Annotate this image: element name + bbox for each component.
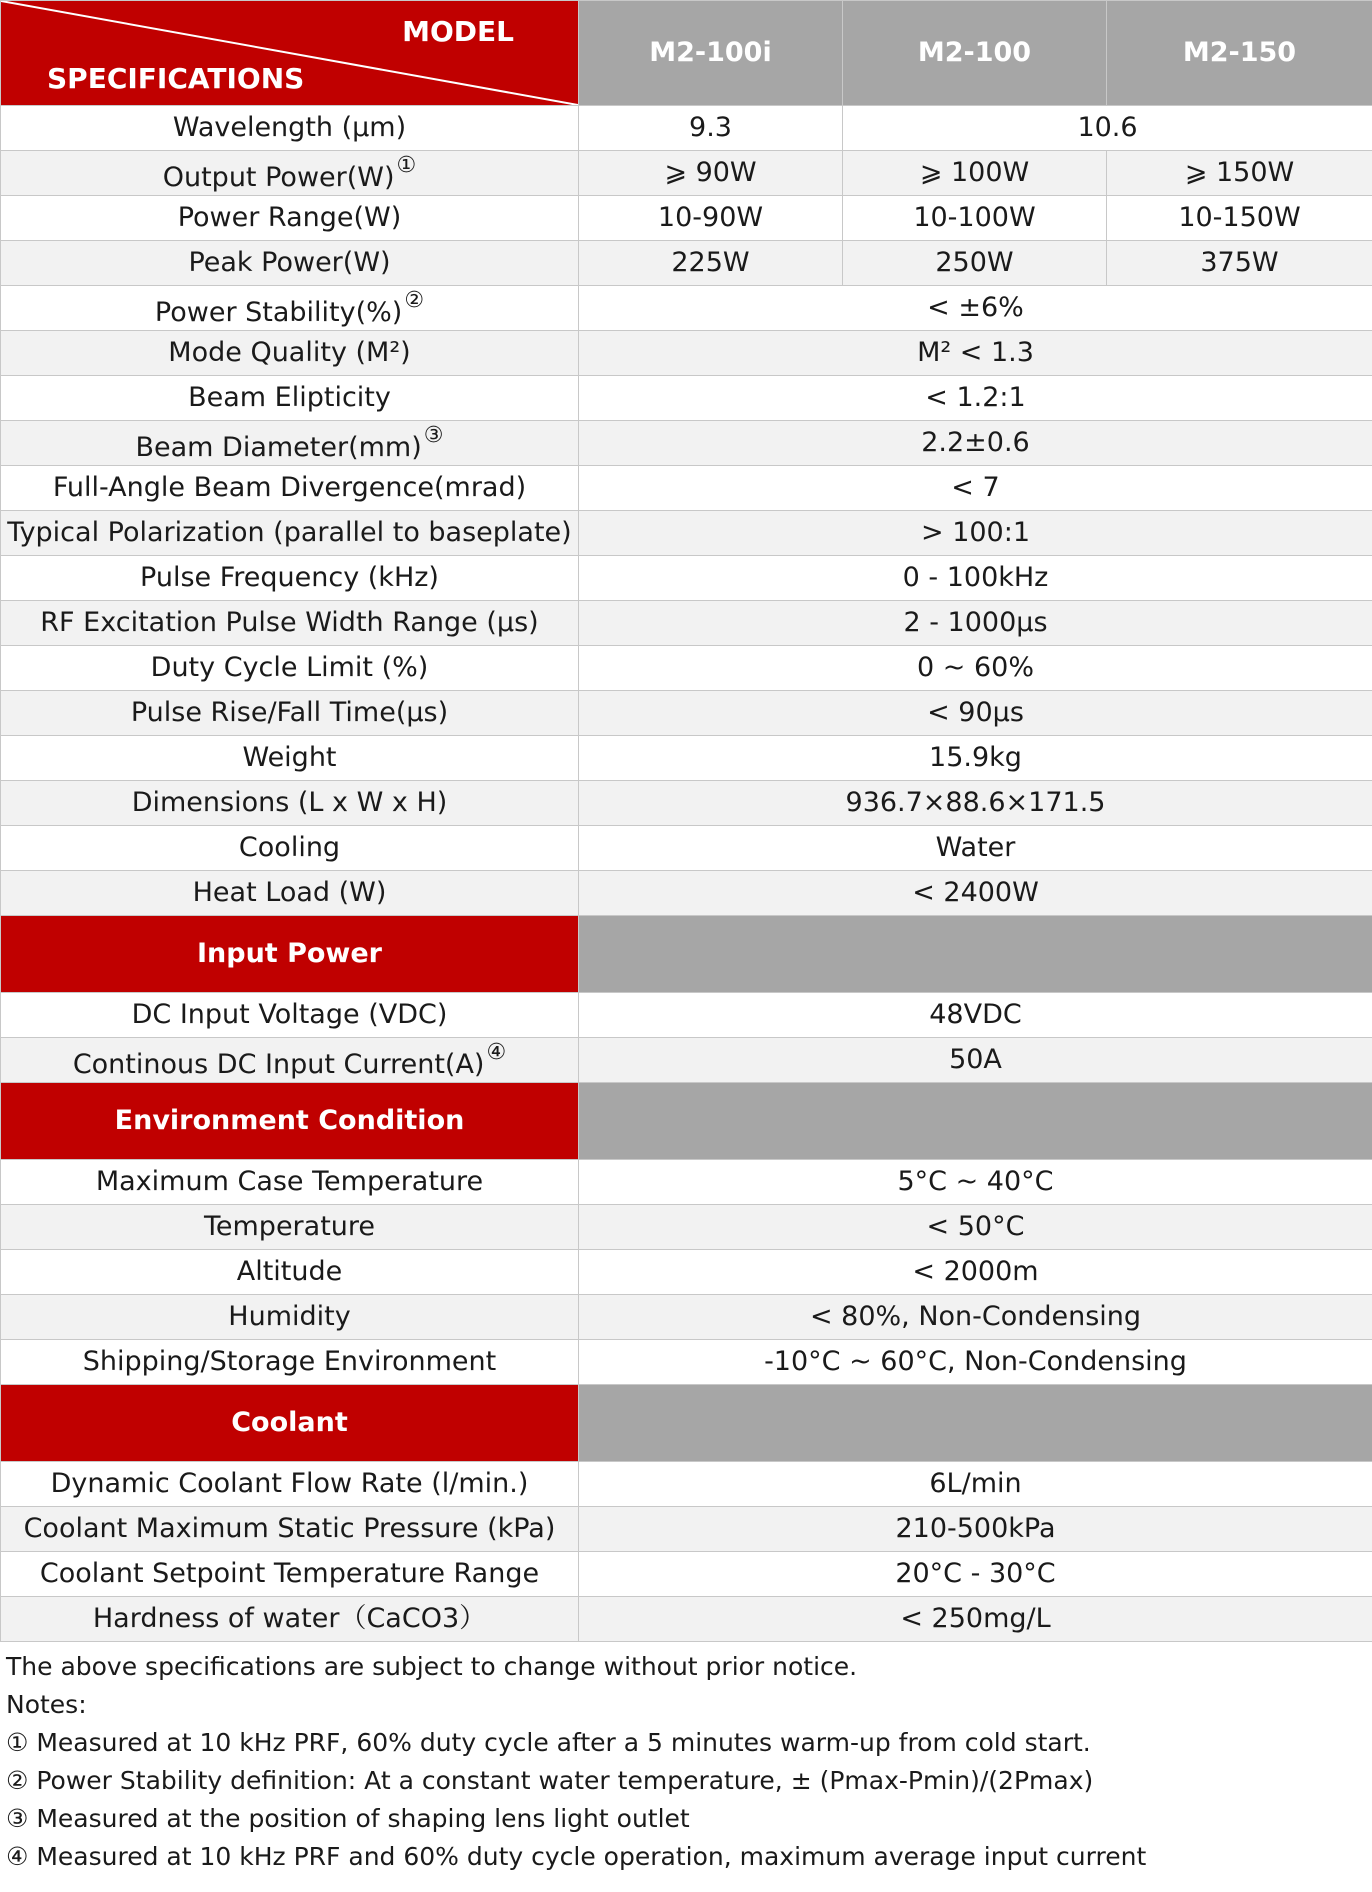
note-3: ③ Measured at the position of shaping lens light outlet: [6, 1804, 690, 1833]
row-beam-diameter: [1, 421, 1372, 466]
row-value: < ±6%: [579, 286, 1372, 331]
section-fill: [579, 1083, 1372, 1160]
note-4: ④ Measured at 10 kHz PRF and 60% duty cycle operation, maximum average input current: [6, 1842, 1147, 1871]
footnote-mark: ①: [396, 152, 417, 178]
row-label: Beam Elipticity: [1, 376, 579, 421]
row-value: < 80%, Non-Condensing: [579, 1295, 1372, 1340]
row-value-m2-100i: 10-90W: [579, 196, 843, 241]
row-coolant-flow-rate: [1, 1462, 1372, 1507]
specifications-label: SPECIFICATIONS: [47, 62, 305, 96]
row-value: < 250mg/L: [579, 1597, 1372, 1642]
row-label: Humidity: [1, 1295, 579, 1340]
row-value: > 100:1: [579, 511, 1372, 556]
notes-section: [0, 1642, 1372, 1876]
model-label: MODEL: [402, 15, 514, 48]
row-label: Dimensions (L x W x H): [1, 781, 579, 826]
row-label: Maximum Case Temperature: [1, 1160, 579, 1205]
row-pulse-frequency: [1, 556, 1372, 601]
row-label: Duty Cycle Limit (%): [1, 646, 579, 691]
model-header-m2-100i: M2-100i: [579, 1, 843, 106]
row-label: Cooling: [1, 826, 579, 871]
row-value: M² < 1.3: [579, 331, 1372, 376]
row-power-stability: [1, 286, 1372, 331]
row-label: Output Power(W): [162, 161, 395, 193]
row-value: 210-500kPa: [579, 1507, 1372, 1552]
row-label: Continous DC Input Current(A): [72, 1048, 485, 1080]
row-label-cell: [1, 421, 579, 466]
row-value: < 2400W: [579, 871, 1372, 916]
row-dc-input-voltage: [1, 993, 1372, 1038]
row-altitude: [1, 1250, 1372, 1295]
row-label: Hardness of water（CaCO3）: [1, 1597, 579, 1642]
row-value: 15.9kg: [579, 736, 1372, 781]
row-value: < 7: [579, 466, 1372, 511]
section-title: Input Power: [1, 916, 579, 993]
row-value: 50A: [579, 1038, 1372, 1083]
row-mode-quality: [1, 331, 1372, 376]
row-label: Pulse Rise/Fall Time(μs): [1, 691, 579, 736]
row-label: Mode Quality (M²): [1, 331, 579, 376]
row-value: 5°C ~ 40°C: [579, 1160, 1372, 1205]
row-peak-power: [1, 241, 1372, 286]
note-1: ① Measured at 10 kHz PRF, 60% duty cycle after a 5 minutes warm-up from cold start.: [6, 1728, 1091, 1757]
row-heat-load: [1, 871, 1372, 916]
row-value-m2-150: ⩾ 150W: [1107, 151, 1372, 196]
section-coolant: [1, 1385, 1372, 1462]
row-rise-fall-time: [1, 691, 1372, 736]
row-humidity: [1, 1295, 1372, 1340]
row-duty-cycle: [1, 646, 1372, 691]
row-label: Power Stability(%): [154, 296, 403, 328]
row-label: Coolant Maximum Static Pressure (kPa): [1, 1507, 579, 1552]
row-value: Water: [579, 826, 1372, 871]
row-power-range: [1, 196, 1372, 241]
row-value: 0 - 100kHz: [579, 556, 1372, 601]
row-label: Weight: [1, 736, 579, 781]
row-coolant-setpoint: [1, 1552, 1372, 1597]
row-temperature: [1, 1205, 1372, 1250]
row-rf-pulse-width: [1, 601, 1372, 646]
row-wavelength: [1, 106, 1372, 151]
row-value: 0 ~ 60%: [579, 646, 1372, 691]
row-value-m2-150: 375W: [1107, 241, 1372, 286]
row-value: 20°C - 30°C: [579, 1552, 1372, 1597]
row-label: RF Excitation Pulse Width Range (μs): [1, 601, 579, 646]
row-label: Temperature: [1, 1205, 579, 1250]
row-value: 2 - 1000μs: [579, 601, 1372, 646]
row-label-cell: [1, 151, 579, 196]
section-title: Environment Condition: [1, 1083, 579, 1160]
row-divergence: [1, 466, 1372, 511]
section-fill: [579, 916, 1372, 993]
row-shipping-storage: [1, 1340, 1372, 1385]
header-row: [1, 1, 1372, 106]
row-value: 6L/min: [579, 1462, 1372, 1507]
row-value-m2-100: ⩾ 100W: [843, 151, 1107, 196]
row-value: 936.7×88.6×171.5: [579, 781, 1372, 826]
row-value: 48VDC: [579, 993, 1372, 1038]
row-value-m2-100i: 225W: [579, 241, 843, 286]
row-coolant-static-pressure: [1, 1507, 1372, 1552]
row-label: Shipping/Storage Environment: [1, 1340, 579, 1385]
row-value: -10°C ~ 60°C, Non-Condensing: [579, 1340, 1372, 1385]
row-max-case-temperature: [1, 1160, 1372, 1205]
row-dimensions: [1, 781, 1372, 826]
row-label-cell: [1, 1038, 579, 1083]
row-value: 2.2±0.6: [579, 421, 1372, 466]
row-label: Dynamic Coolant Flow Rate (l/min.): [1, 1462, 579, 1507]
row-label: Heat Load (W): [1, 871, 579, 916]
row-value-m2-150: 10-150W: [1107, 196, 1372, 241]
row-value: < 90μs: [579, 691, 1372, 736]
row-label: Wavelength (μm): [1, 106, 579, 151]
section-title: Coolant: [1, 1385, 579, 1462]
model-header-m2-150: M2-150: [1107, 1, 1372, 106]
section-fill: [579, 1385, 1372, 1462]
row-label-cell: [1, 286, 579, 331]
note-2: ② Power Stability definition: At a constant water temperature, ± (Pmax-Pmin)/(2Pmax): [6, 1766, 1094, 1795]
row-water-hardness: [1, 1597, 1372, 1642]
footnote-mark: ④: [486, 1039, 507, 1065]
disclaimer: The above specifications are subject to change without prior notice.: [6, 1652, 858, 1681]
row-beam-ellipticity: [1, 376, 1372, 421]
row-value: < 50°C: [579, 1205, 1372, 1250]
row-label: Altitude: [1, 1250, 579, 1295]
section-input-power: [1, 916, 1372, 993]
header-corner-cell: [1, 1, 579, 106]
row-label: Peak Power(W): [1, 241, 579, 286]
row-label: Full-Angle Beam Divergence(mrad): [1, 466, 579, 511]
row-label: Beam Diameter(mm): [135, 431, 422, 463]
row-value-m2-100: 250W: [843, 241, 1107, 286]
row-value-shared: 10.6: [843, 106, 1372, 151]
notes-heading: Notes:: [6, 1690, 87, 1719]
footnote-mark: ③: [423, 422, 444, 448]
row-value-m2-100i: 9.3: [579, 106, 843, 151]
row-value-m2-100i: ⩾ 90W: [579, 151, 843, 196]
row-label: Coolant Setpoint Temperature Range: [1, 1552, 579, 1597]
row-label: Typical Polarization (parallel to baseplate): [1, 511, 579, 556]
row-polarization: [1, 511, 1372, 556]
row-label: Pulse Frequency (kHz): [1, 556, 579, 601]
row-value: < 2000m: [579, 1250, 1372, 1295]
row-value-m2-100: 10-100W: [843, 196, 1107, 241]
row-label: DC Input Voltage (VDC): [1, 993, 579, 1038]
row-dc-input-current: [1, 1038, 1372, 1083]
row-cooling: [1, 826, 1372, 871]
section-environment: [1, 1083, 1372, 1160]
row-value: < 1.2:1: [579, 376, 1372, 421]
row-label: Power Range(W): [1, 196, 579, 241]
footnote-mark: ②: [404, 287, 425, 313]
row-output-power: [1, 151, 1372, 196]
model-header-m2-100: M2-100: [843, 1, 1107, 106]
row-weight: [1, 736, 1372, 781]
